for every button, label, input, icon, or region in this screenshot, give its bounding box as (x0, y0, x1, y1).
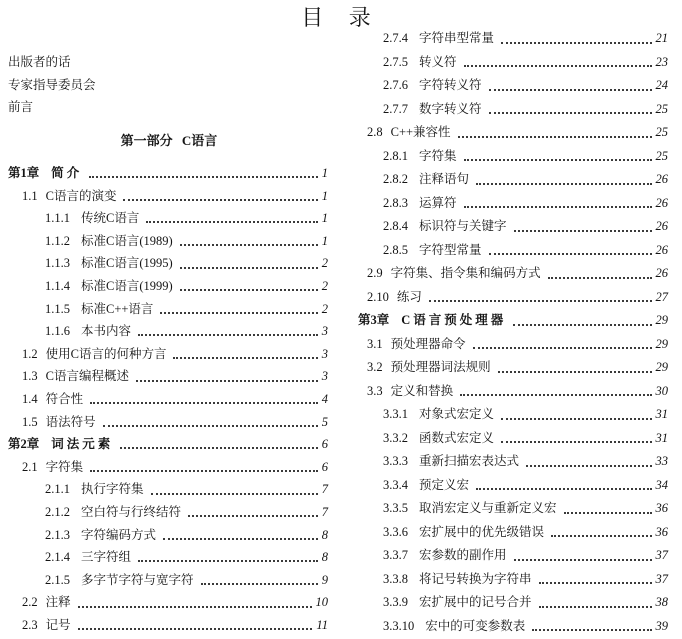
dot-leader (464, 65, 652, 67)
toc-subsection-entry (358, 51, 670, 75)
entry-page-number: 37 (655, 571, 668, 586)
entry-number: 2.3 (22, 617, 38, 632)
dot-leader (78, 606, 312, 608)
entry-title: C语言编程概述 (45, 369, 129, 384)
entry-page-number: 1 (321, 188, 328, 203)
entry-page-number: 10 (315, 595, 328, 610)
entry-number: 2.2 (22, 595, 38, 610)
dot-leader (180, 289, 318, 291)
entry-title: 预处理器词法规则 (390, 360, 491, 374)
entry-page-number: 4 (321, 391, 328, 406)
dot-leader (180, 244, 318, 246)
entry-title: 标准C语言(1989) (81, 233, 173, 248)
dot-leader (160, 312, 317, 314)
entry-page-number: 26 (655, 195, 668, 210)
entry-page-number: 29 (655, 360, 668, 374)
dot-leader (514, 230, 652, 232)
entry-page-number: 8 (321, 550, 328, 565)
dot-leader (476, 488, 651, 490)
dot-leader (476, 183, 651, 185)
entry-title: 运算符 (419, 195, 457, 210)
entry-page-number: 1 (321, 211, 328, 226)
toc-section-entry (8, 614, 330, 637)
dot-leader (136, 380, 318, 382)
page-title: 目 录 (301, 5, 381, 30)
entry-page-number: 8 (321, 527, 328, 542)
entry-page-number: 29 (655, 313, 668, 327)
entry-page-number: 2 (321, 278, 328, 293)
toc-subsection-entry (8, 320, 330, 343)
entry-number: 2.1.2 (45, 504, 70, 519)
toc-subsection-entry (358, 544, 670, 568)
entry-title: 宏参数的副作用 (419, 548, 507, 562)
dot-leader (123, 199, 317, 201)
entry-page-number: 5 (321, 414, 328, 429)
entry-page-number: 2 (321, 256, 328, 271)
toc-subsection-entry (358, 591, 670, 615)
entry-number: 3.3.8 (383, 571, 408, 586)
entry-title: C++兼容性 (390, 125, 451, 139)
toc-subsection-entry (358, 474, 670, 498)
dot-leader (429, 300, 652, 302)
dot-leader (180, 267, 318, 269)
toc-section-entry (8, 185, 330, 208)
entry-title: 转义符 (419, 54, 457, 69)
part-heading: 第一部分 C语言 (120, 133, 218, 148)
toc-subsection-entry (358, 403, 670, 427)
entry-title: 三字符组 (81, 550, 132, 565)
entry-number: 3.2 (367, 360, 383, 374)
entry-title: 定义和替换 (390, 383, 454, 398)
entry-number: 2.7.5 (383, 54, 408, 69)
entry-title: 词法元素 (51, 437, 114, 452)
entry-number: 2.1.3 (45, 527, 70, 542)
toc-chapter-entry (8, 162, 330, 185)
entry-number: 2.9 (367, 266, 383, 280)
entry-number: 3.3.1 (383, 407, 408, 421)
entry-number: 1.1.6 (45, 324, 70, 339)
dot-leader (501, 418, 651, 420)
dot-leader (489, 253, 652, 255)
entry-number: 2.8.1 (383, 148, 408, 163)
entry-page-number: 7 (321, 504, 328, 519)
dot-leader (78, 628, 313, 630)
dot-leader (551, 535, 651, 537)
dot-leader (460, 394, 651, 396)
toc-subsection-entry (358, 615, 670, 639)
entry-number: 3.3.7 (383, 548, 408, 562)
entry-page-number: 30 (655, 383, 668, 398)
entry-title: 将记号转换为字符串 (419, 571, 532, 586)
entry-page-number: 36 (655, 524, 668, 539)
entry-title: 对象式宏定义 (419, 407, 495, 421)
entry-page-number: 26 (655, 242, 668, 257)
entry-number: 1.1.2 (45, 233, 70, 248)
entry-number: 第2章 (8, 437, 40, 452)
toc-section-entry (8, 388, 330, 411)
dot-leader (526, 465, 651, 467)
entry-title: 注释 (45, 595, 71, 610)
entry-title: 执行字符集 (81, 482, 144, 497)
entry-page-number: 34 (655, 477, 668, 492)
entry-page-number: 24 (655, 78, 668, 92)
entry-number: 2.8.4 (383, 219, 408, 233)
dot-leader (464, 206, 652, 208)
toc-subsection-entry (8, 298, 330, 321)
toc-subsection-entry (358, 145, 670, 169)
toc-chapter-entry (358, 309, 670, 333)
entry-page-number: 36 (655, 501, 668, 515)
dot-leader (90, 470, 318, 472)
entry-page-number: 7 (321, 482, 328, 497)
toc-section-entry (8, 591, 330, 614)
entry-title: 数字转义符 (419, 101, 482, 116)
entry-title: 重新扫描宏表达式 (419, 454, 520, 468)
entry-page-number: 25 (655, 101, 668, 116)
entry-title: C语言的演变 (45, 188, 117, 203)
entry-title: 字符集 (45, 459, 84, 474)
entry-number: 2.10 (367, 289, 389, 304)
toc-section-entry (358, 286, 670, 310)
entry-title: 本书内容 (81, 324, 132, 339)
front-matter-expert-committee: 专家指导委员会 (8, 77, 96, 92)
front-matter-preface: 前言 (8, 100, 34, 114)
dot-leader (138, 334, 318, 336)
entry-number: 3.3.6 (383, 524, 408, 539)
toc-section-entry (358, 380, 670, 404)
dot-leader (464, 159, 652, 161)
toc-chapter-entry (8, 433, 330, 456)
entry-page-number: 37 (655, 548, 668, 562)
toc-subsection-entry (358, 239, 670, 263)
entry-number: 2.1.4 (45, 550, 70, 565)
toc-subsection-entry (8, 207, 330, 230)
toc-subsection-entry (358, 521, 670, 545)
entry-number: 2.8.2 (383, 172, 408, 186)
toc-subsection-entry (8, 546, 330, 569)
entry-title: 标准C++语言 (81, 301, 154, 316)
toc-subsection-entry (358, 168, 670, 192)
toc-subsection-entry (358, 74, 670, 98)
toc-section-entry (358, 333, 670, 357)
entry-title: 字符串型常量 (419, 31, 495, 45)
entry-number: 1.4 (22, 391, 38, 406)
entry-number: 1.1.5 (45, 301, 70, 316)
entry-page-number: 3 (321, 324, 328, 339)
entry-number: 3.3.2 (383, 430, 408, 445)
dot-leader (173, 357, 317, 359)
toc-section-entry (8, 456, 330, 479)
entry-number: 2.8.3 (383, 195, 408, 210)
entry-title: 函数式宏定义 (419, 430, 495, 445)
toc-section-entry (8, 411, 330, 434)
toc-left-column (8, 162, 330, 636)
entry-title: 字符集、指令集和编码方式 (390, 266, 541, 280)
dot-leader (151, 493, 318, 495)
dot-leader (513, 324, 651, 326)
entry-number: 第1章 (8, 166, 40, 180)
entry-title: 字符型常量 (419, 242, 482, 257)
dot-leader (532, 629, 651, 631)
dot-leader (120, 447, 317, 449)
dot-leader (564, 512, 652, 514)
dot-leader (138, 560, 318, 562)
entry-number: 3.3.10 (383, 618, 415, 633)
toc-section-entry (358, 262, 670, 286)
entry-title: 多字节字符与宽字符 (81, 572, 194, 587)
entry-page-number: 39 (655, 618, 668, 633)
entry-number: 1.2 (22, 346, 38, 361)
entry-title: 语法符号 (45, 414, 96, 429)
entry-page-number: 26 (655, 266, 668, 280)
entry-title: 记号 (45, 617, 71, 632)
toc-section-entry (8, 343, 330, 366)
entry-page-number: 6 (321, 459, 328, 474)
entry-page-number: 9 (321, 572, 328, 587)
entry-page-number: 25 (655, 148, 668, 163)
dot-leader (498, 371, 652, 373)
entry-page-number: 38 (655, 595, 668, 609)
dot-leader (201, 583, 318, 585)
dot-leader (146, 221, 317, 223)
entry-title: 标识符与关键字 (419, 219, 507, 233)
toc-subsection-entry (358, 497, 670, 521)
entry-number: 3.3.3 (383, 454, 408, 468)
entry-number: 3.3.9 (383, 595, 408, 609)
toc-subsection-entry (358, 27, 670, 51)
front-matter-publisher-note: 出版者的话 (8, 55, 71, 69)
entry-number: 2.1.5 (45, 572, 70, 587)
entry-number: 2.1.1 (45, 482, 70, 497)
dot-leader (489, 112, 652, 114)
dot-leader (501, 441, 651, 443)
entry-number: 1.1.1 (45, 211, 70, 226)
entry-page-number: 1 (321, 166, 328, 180)
entry-title: C语言预处理器 (401, 313, 507, 327)
toc-section-entry (8, 365, 330, 388)
entry-number: 2.8 (367, 125, 383, 139)
dot-leader (90, 402, 318, 404)
entry-number: 2.8.5 (383, 242, 408, 257)
front-matter-list (8, 51, 328, 119)
entry-page-number: 21 (655, 31, 668, 45)
entry-title: 字符转义符 (419, 78, 482, 92)
entry-page-number: 29 (655, 336, 668, 351)
entry-number: 2.7.7 (383, 101, 408, 116)
toc-subsection-entry (358, 215, 670, 239)
entry-title: 预定义宏 (419, 477, 470, 492)
entry-title: 传统C语言 (81, 211, 140, 226)
entry-number: 第3章 (358, 313, 390, 327)
entry-title: 宏扩展中的记号合并 (419, 595, 532, 609)
entry-page-number: 26 (655, 172, 668, 186)
dot-leader (548, 277, 652, 279)
toc-section-entry (358, 356, 670, 380)
toc-subsection-entry (358, 427, 670, 451)
entry-title: 标准C语言(1995) (81, 256, 173, 271)
toc-subsection-entry (8, 569, 330, 592)
toc-subsection-entry (358, 450, 670, 474)
dot-leader (501, 42, 651, 44)
toc-subsection-entry (8, 230, 330, 253)
entry-page-number: 23 (655, 54, 668, 69)
dot-leader (103, 425, 318, 427)
entry-page-number: 11 (316, 617, 328, 632)
toc-subsection-entry (8, 478, 330, 501)
entry-page-number: 3 (321, 346, 328, 361)
entry-title: 预处理器命令 (390, 336, 466, 351)
entry-page-number: 27 (655, 289, 668, 304)
entry-number: 3.3.5 (383, 501, 408, 515)
entry-title: 取消宏定义与重新定义宏 (419, 501, 557, 515)
entry-title: 练习 (396, 289, 422, 304)
dot-leader (458, 136, 652, 138)
dot-leader (539, 582, 652, 584)
toc-subsection-entry (358, 568, 670, 592)
toc-subsection-entry (358, 192, 670, 216)
dot-leader (514, 559, 652, 561)
entry-page-number: 3 (321, 369, 328, 384)
entry-title: 空白符与行终结符 (81, 504, 182, 519)
entry-title: 字符集 (419, 148, 457, 163)
entry-number: 1.1.4 (45, 278, 70, 293)
entry-title: 使用C语言的何种方言 (45, 346, 167, 361)
entry-number: 1.1 (22, 188, 38, 203)
dot-leader (473, 347, 652, 349)
toc-right-column (358, 27, 670, 638)
entry-title: 字符编码方式 (81, 527, 157, 542)
entry-page-number: 31 (655, 430, 668, 445)
entry-title: 注释语句 (419, 172, 470, 186)
entry-page-number: 33 (655, 454, 668, 468)
entry-number: 3.1 (367, 336, 383, 351)
entry-title: 简介 (51, 166, 83, 180)
entry-number: 3.3.4 (383, 477, 408, 492)
dot-leader (188, 515, 318, 517)
entry-number: 1.5 (22, 414, 38, 429)
dot-leader (539, 606, 652, 608)
toc-subsection-entry (8, 524, 330, 547)
entry-number: 2.1 (22, 459, 38, 474)
toc-subsection-entry (8, 275, 330, 298)
entry-page-number: 26 (655, 219, 668, 233)
entry-title: 标准C语言(1999) (81, 278, 173, 293)
entry-page-number: 2 (321, 301, 328, 316)
entry-title: 宏中的可变参数表 (425, 618, 526, 633)
entry-page-number: 31 (655, 407, 668, 421)
dot-leader (89, 176, 317, 178)
entry-page-number: 25 (655, 125, 668, 139)
entry-number: 1.1.3 (45, 256, 70, 271)
entry-page-number: 1 (321, 233, 328, 248)
dot-leader (489, 89, 652, 91)
entry-number: 2.7.6 (383, 78, 408, 92)
entry-number: 1.3 (22, 369, 38, 384)
toc-section-entry (358, 121, 670, 145)
toc-subsection-entry (358, 98, 670, 122)
entry-title: 宏扩展中的优先级错误 (419, 524, 545, 539)
dot-leader (163, 538, 318, 540)
entry-page-number: 6 (321, 437, 328, 452)
toc-subsection-entry (8, 252, 330, 275)
entry-number: 2.7.4 (383, 31, 408, 45)
entry-title: 符合性 (45, 391, 84, 406)
toc-subsection-entry (8, 501, 330, 524)
entry-number: 3.3 (367, 383, 383, 398)
